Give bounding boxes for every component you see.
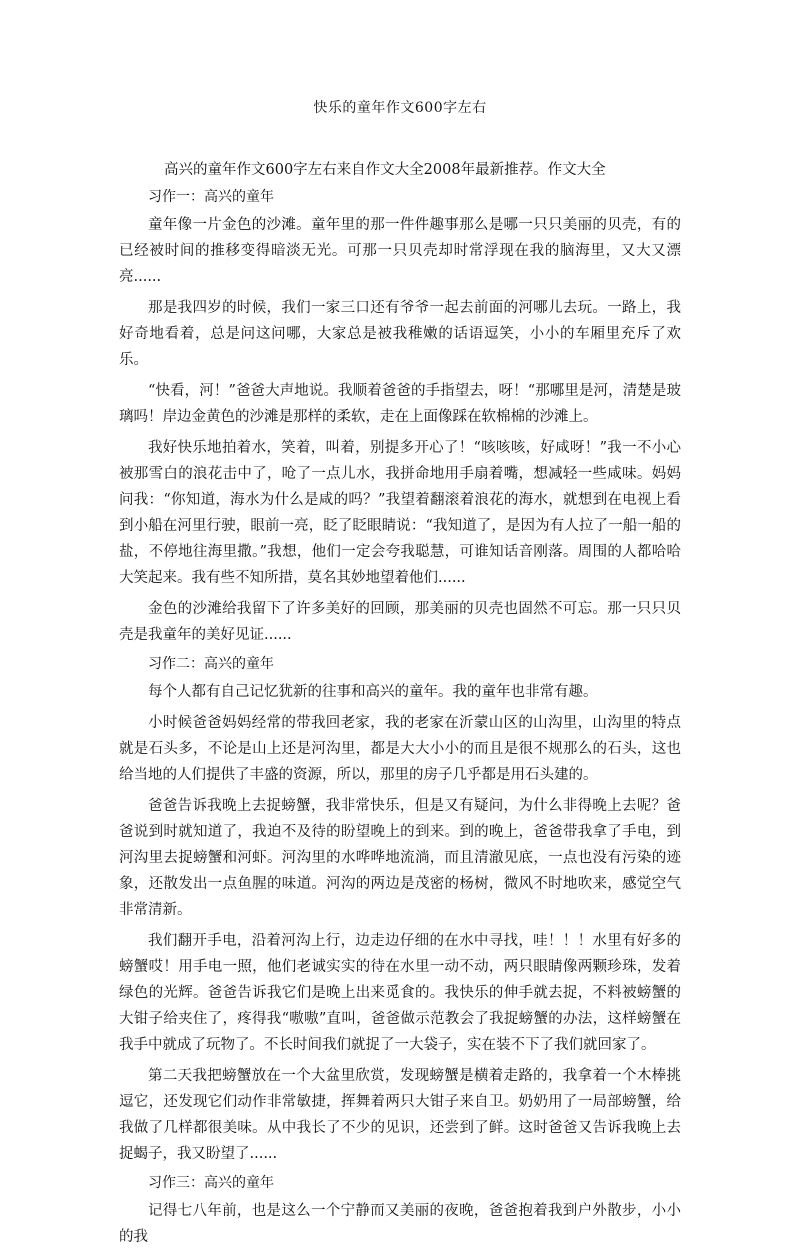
paragraph: 我好快乐地拍着水，笑着，叫着，别提多开心了！“咳咳咳，好咸呀！”我一不小心被那雪白的浪花击中了，呛了一点儿水，我拼命地用手扇着嘴，想减轻一些咸味。妈妈问我：“你知道，海水为什么是咸的吗？”我望着翻滚着浪花的海水，就想到在电视上看到小船在河里行驶，眼前一亮，眨了眨眼睛说：“我知道了，是因为有人拉了一船一船的盐，不停地往海里撒。”我想，他们一定会夸我聪慧，可谁知话音刚落。周围的人都哈哈大笑起来。我有些不知所措，莫名其妙地望着他们...... (119, 440, 681, 586)
paragraph: 我们翻开手电，沿着河沟上行，边走边仔细的在水中寻找，哇！！！水里有好多的螃蟹哎！用手电一照，他们老诚实实的待在水里一动不动，两只眼睛像两颗珍珠，发着绿色的光辉。爸爸告诉我它们是晚上出来觅食的。我快乐的伸手就去捉，不料被螃蟹的大钳子给夹住了，疼得我“嗷嗷”直叫，爸爸做示范教会了我捉螃蟹的办法，这样螃蟹在我手中就成了玩物了。不长时间我们就捉了一大袋子，实在装不下了我们就回家了。 (119, 933, 681, 1053)
paragraph: 每个人都有自己记忆犹新的往事和高兴的童年。我的童年也非常有趣。 (148, 684, 598, 700)
document-intro: 高兴的童年作文600字左右来自作文大全2008年最新推荐。作文大全 (164, 162, 606, 178)
paragraph: 爸爸告诉我晚上去捉螃蟹，我非常快乐，但是又有疑问，为什么非得晚上去呢？爸爸说到时就知道了，我迫不及待的盼望晚上的到来。到的晚上，爸爸带我拿了手电，到河沟里去捉螃蟹和河虾。河沟里的水哗哗地流淌，而且清澈见底，一点也没有污染的迹象，还散发出一点鱼腥的味道。河沟的两边是茂密的杨树，微风不时地吹来，感觉空气非常清新。 (119, 798, 681, 918)
essay-heading: 习作一：高兴的童年 (148, 189, 274, 205)
paragraph: 童年像一片金色的沙滩。童年里的那一件件趣事那么是哪一只只美丽的贝壳，有的已经被时间的推移变得暗淡无光。可那一只贝壳却时常浮现在我的脑海里，又大又漂亮...... (119, 217, 681, 285)
essay-2 (119, 653, 681, 1167)
paragraph: 第二天我把螃蟹放在一个大盆里欣赏，发现螃蟹是横着走路的，我拿着一个木棒挑逗它，还发现它们动作非常敏捷，挥舞着两只大钳子来自卫。奶奶用了一局部螃蟹，给我做了几样都很美味。从中我长了不少的见识，还尝到了鲜。这时爸爸又告诉我晚上去捉蝎子，我又盼望了...... (119, 1068, 681, 1162)
paragraph: 小时候爸爸妈妈经常的带我回老家，我的老家在沂蒙山区的山沟里，山沟里的特点就是石头多，不论是山上还是河沟里，都是大大小小的而且是很不规那么的石头，这也给当地的人们提供了丰盛的资源，所以，那里的房子几乎都是用石头建的。 (119, 715, 681, 783)
essay-3 (119, 1172, 681, 1250)
essay-heading: 习作二：高兴的童年 (148, 656, 274, 672)
essay-1 (119, 186, 681, 648)
document-title: 快乐的童年作文600字左右 (313, 100, 487, 116)
essay-heading: 习作三：高兴的童年 (148, 1175, 274, 1191)
paragraph: 记得七八年前，也是这么一个宁静而又美丽的夜晚，爸爸抱着我到户外散步，小小的我 (119, 1203, 681, 1245)
paragraph: 那是我四岁的时候，我们一家三口还有爷爷一起去前面的河哪儿去玩。一路上，我好奇地看着，总是问这问哪，大家总是被我稚嫩的话语逗笑，小小的车厢里充斥了欢乐。 (119, 300, 681, 368)
paragraph: 金色的沙滩给我留下了许多美好的回顾，那美丽的贝壳也固然不可忘。那一只只贝壳是我童年的美好见证...... (119, 601, 681, 643)
document-body (119, 186, 681, 1255)
paragraph: “快看，河！”爸爸大声地说。我顺着爸爸的手指望去，呀！“那哪里是河，清楚是玻璃吗！岸边金黄色的沙滩是那样的柔软，走在上面像踩在软棉棉的沙滩上。 (119, 383, 681, 425)
